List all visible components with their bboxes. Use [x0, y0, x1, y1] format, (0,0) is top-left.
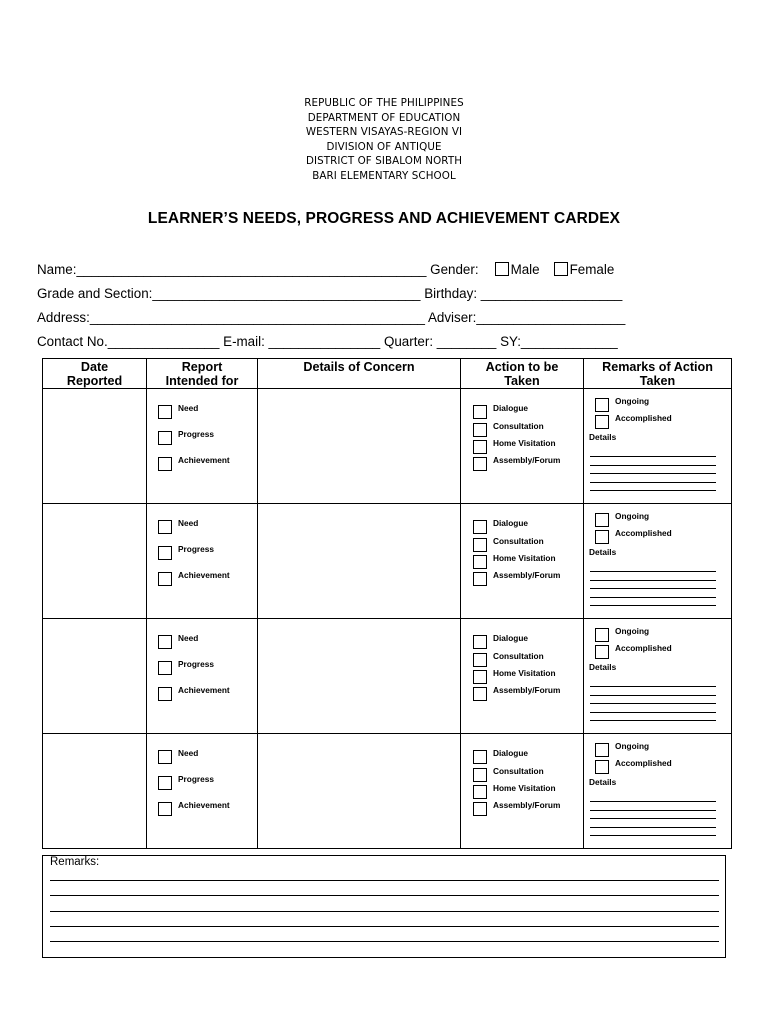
- report-achievement-checkbox[interactable]: [158, 802, 172, 816]
- action-assembly-forum-option[interactable]: [473, 800, 560, 816]
- action-to-be-taken-cell: [461, 389, 584, 504]
- action-home-visitation-label: Home Visitation: [493, 553, 556, 563]
- report-need-checkbox[interactable]: [158, 405, 172, 419]
- report-need-label: Need: [178, 518, 199, 528]
- status-accomplished-label: Accomplished: [615, 643, 672, 653]
- details-label: Details: [589, 662, 617, 672]
- letterhead-line-republic: REPUBLIC OF THE PHILIPPINES: [304, 97, 464, 109]
- details-writing-line[interactable]: [590, 801, 716, 802]
- details-writing-line[interactable]: [590, 827, 716, 828]
- form-title: LEARNER’S NEEDS, PROGRESS AND ACHIEVEMENT CARDEX: [147, 210, 621, 227]
- status-accomplished-option[interactable]: [595, 413, 672, 429]
- letterhead-line-department: DEPARTMENT OF EDUCATION: [307, 111, 461, 124]
- date-reported-cell[interactable]: [43, 389, 147, 504]
- details-of-concern-cell[interactable]: [258, 389, 461, 504]
- action-assembly-forum-option[interactable]: [473, 455, 560, 471]
- action-dialogue-option[interactable]: [473, 403, 528, 419]
- report-progress-option[interactable]: [158, 429, 214, 445]
- table-row: [43, 504, 732, 619]
- action-assembly-forum-label: Assembly/Forum: [493, 685, 561, 695]
- table-header-row: [43, 359, 732, 389]
- report-need-checkbox[interactable]: [158, 520, 172, 534]
- action-dialogue-checkbox[interactable]: [473, 635, 487, 649]
- male-checkbox[interactable]: [495, 262, 509, 276]
- report-need-checkbox[interactable]: [158, 635, 172, 649]
- report-progress-label: Progress: [178, 544, 214, 554]
- date-reported-cell[interactable]: [43, 504, 147, 619]
- action-consultation-option[interactable]: [473, 766, 544, 782]
- field-line-address-adviser: [37, 310, 737, 334]
- report-achievement-label: Achievement: [178, 570, 230, 580]
- action-dialogue-option[interactable]: [473, 633, 528, 649]
- action-home-visitation-checkbox[interactable]: [473, 555, 487, 569]
- report-need-option[interactable]: [158, 633, 198, 649]
- action-dialogue-option[interactable]: [473, 748, 528, 764]
- grade-birthday-text: Grade and Section:____________________________________ Birthday: ___________________: [37, 286, 623, 301]
- action-home-visitation-option[interactable]: [473, 668, 556, 684]
- report-need-label: Need: [178, 403, 199, 413]
- header-action-to-be-taken: Action to be Taken: [461, 359, 584, 389]
- status-accomplished-checkbox[interactable]: [595, 760, 609, 774]
- report-progress-option[interactable]: [158, 659, 214, 675]
- female-label: Female: [569, 262, 615, 277]
- status-ongoing-label: Ongoing: [615, 396, 650, 406]
- details-writing-line[interactable]: [590, 835, 716, 836]
- status-ongoing-option[interactable]: [595, 741, 649, 757]
- cardex-table: [42, 358, 732, 849]
- report-achievement-option[interactable]: [158, 570, 230, 586]
- details-label: Details: [589, 547, 617, 557]
- header-date-reported: Date Reported: [43, 359, 147, 389]
- action-assembly-forum-label: Assembly/Forum: [493, 455, 561, 465]
- details-writing-line[interactable]: [590, 703, 716, 704]
- remarks-of-action-cell: [584, 734, 732, 849]
- remarks-writing-line[interactable]: [50, 926, 719, 927]
- details-of-concern-cell[interactable]: [258, 504, 461, 619]
- details-writing-line[interactable]: [590, 686, 716, 687]
- status-ongoing-checkbox[interactable]: [595, 398, 609, 412]
- field-line-name-gender: [37, 262, 737, 286]
- table-row: [43, 619, 732, 734]
- action-consultation-label: Consultation: [493, 421, 544, 431]
- action-dialogue-checkbox[interactable]: [473, 405, 487, 419]
- header-report-intended-for: Report Intended for: [147, 359, 258, 389]
- remarks-of-action-cell: [584, 504, 732, 619]
- report-progress-option[interactable]: [158, 774, 214, 790]
- action-home-visitation-checkbox[interactable]: [473, 440, 487, 454]
- details-writing-line[interactable]: [590, 695, 716, 696]
- letterhead: [0, 96, 768, 184]
- status-ongoing-label: Ongoing: [615, 626, 650, 636]
- action-assembly-forum-checkbox[interactable]: [473, 687, 487, 701]
- report-intended-for-cell: [147, 619, 258, 734]
- details-writing-line[interactable]: [590, 580, 716, 581]
- action-assembly-forum-option[interactable]: [473, 570, 560, 586]
- action-dialogue-label: Dialogue: [493, 748, 529, 758]
- report-intended-for-cell: [147, 389, 258, 504]
- report-progress-checkbox[interactable]: [158, 431, 172, 445]
- action-consultation-option[interactable]: [473, 421, 544, 437]
- action-home-visitation-label: Home Visitation: [493, 438, 556, 448]
- details-of-concern-cell[interactable]: [258, 619, 461, 734]
- female-checkbox[interactable]: [554, 262, 568, 276]
- field-line-contact: [37, 334, 737, 358]
- field-line-grade-birthday: [37, 286, 737, 310]
- action-consultation-label: Consultation: [493, 536, 544, 546]
- status-accomplished-option[interactable]: [595, 758, 672, 774]
- remarks-writing-line[interactable]: [50, 880, 719, 881]
- report-progress-label: Progress: [178, 774, 214, 784]
- status-ongoing-checkbox[interactable]: [595, 743, 609, 757]
- contact-email-quarter-sy-text: Contact No._______________ E-mail: _______________ Quarter: ________ SY:_____________: [37, 334, 618, 349]
- male-label: Male: [510, 262, 540, 277]
- report-progress-label: Progress: [178, 659, 214, 669]
- report-achievement-label: Achievement: [178, 455, 230, 465]
- remarks-of-action-cell: [584, 389, 732, 504]
- details-writing-line[interactable]: [590, 456, 716, 457]
- report-need-option[interactable]: [158, 403, 198, 419]
- action-consultation-checkbox[interactable]: [473, 538, 487, 552]
- status-ongoing-label: Ongoing: [615, 511, 650, 521]
- remarks-writing-line[interactable]: [50, 941, 719, 942]
- status-ongoing-checkbox[interactable]: [595, 513, 609, 527]
- action-consultation-checkbox[interactable]: [473, 423, 487, 437]
- status-accomplished-label: Accomplished: [615, 528, 672, 538]
- status-ongoing-option[interactable]: [595, 396, 649, 412]
- action-consultation-checkbox[interactable]: [473, 768, 487, 782]
- status-accomplished-checkbox[interactable]: [595, 645, 609, 659]
- action-home-visitation-label: Home Visitation: [493, 668, 556, 678]
- details-writing-line[interactable]: [590, 571, 716, 572]
- action-dialogue-checkbox[interactable]: [473, 750, 487, 764]
- action-consultation-option[interactable]: [473, 536, 544, 552]
- report-achievement-option[interactable]: [158, 455, 230, 471]
- details-writing-line[interactable]: [590, 465, 716, 466]
- action-home-visitation-option[interactable]: [473, 783, 556, 799]
- action-assembly-forum-label: Assembly/Forum: [493, 570, 561, 580]
- action-assembly-forum-checkbox[interactable]: [473, 457, 487, 471]
- action-assembly-forum-checkbox[interactable]: [473, 572, 487, 586]
- status-accomplished-label: Accomplished: [615, 413, 672, 423]
- details-writing-line[interactable]: [590, 482, 716, 483]
- letterhead-line-division: DIVISION OF ANTIQUE: [326, 140, 442, 153]
- report-achievement-checkbox[interactable]: [158, 687, 172, 701]
- remarks-label: Remarks:: [50, 856, 100, 868]
- report-need-option[interactable]: [158, 748, 198, 764]
- status-accomplished-checkbox[interactable]: [595, 415, 609, 429]
- action-consultation-checkbox[interactable]: [473, 653, 487, 667]
- action-to-be-taken-cell: [461, 619, 584, 734]
- header-details-of-concern: Details of Concern: [258, 359, 461, 389]
- action-home-visitation-label: Home Visitation: [493, 783, 556, 793]
- action-dialogue-option[interactable]: [473, 518, 528, 534]
- details-writing-line[interactable]: [590, 818, 716, 819]
- details-writing-line[interactable]: [590, 588, 716, 589]
- report-achievement-label: Achievement: [178, 800, 230, 810]
- report-progress-label: Progress: [178, 429, 214, 439]
- letterhead-line-school: BARI ELEMENTARY SCHOOL: [312, 169, 456, 182]
- details-of-concern-cell[interactable]: [258, 734, 461, 849]
- action-consultation-label: Consultation: [493, 651, 544, 661]
- action-assembly-forum-label: Assembly/Forum: [493, 800, 561, 810]
- report-achievement-option[interactable]: [158, 800, 230, 816]
- details-writing-line[interactable]: [590, 605, 716, 606]
- details-writing-line[interactable]: [590, 712, 716, 713]
- action-dialogue-checkbox[interactable]: [473, 520, 487, 534]
- action-assembly-forum-checkbox[interactable]: [473, 802, 487, 816]
- report-need-checkbox[interactable]: [158, 750, 172, 764]
- report-intended-for-cell: [147, 734, 258, 849]
- status-accomplished-option[interactable]: [595, 528, 672, 544]
- status-ongoing-checkbox[interactable]: [595, 628, 609, 642]
- report-progress-checkbox[interactable]: [158, 661, 172, 675]
- report-intended-for-cell: [147, 504, 258, 619]
- action-consultation-option[interactable]: [473, 651, 544, 667]
- remarks-box: [42, 855, 726, 958]
- date-reported-cell[interactable]: [43, 619, 147, 734]
- report-need-option[interactable]: [158, 518, 198, 534]
- details-label: Details: [589, 432, 617, 442]
- action-consultation-label: Consultation: [493, 766, 544, 776]
- details-writing-line[interactable]: [590, 597, 716, 598]
- action-dialogue-label: Dialogue: [493, 518, 529, 528]
- action-to-be-taken-cell: [461, 504, 584, 619]
- address-adviser-text: Address:_____________________________________________ Adviser:____________________: [37, 310, 626, 325]
- learner-info-fields: [37, 262, 737, 358]
- remarks-of-action-cell: [584, 619, 732, 734]
- report-progress-option[interactable]: [158, 544, 214, 560]
- action-home-visitation-checkbox[interactable]: [473, 670, 487, 684]
- remarks-writing-line[interactable]: [50, 895, 719, 896]
- details-writing-line[interactable]: [590, 810, 716, 811]
- report-progress-checkbox[interactable]: [158, 546, 172, 560]
- table-row: [43, 389, 732, 504]
- report-achievement-checkbox[interactable]: [158, 457, 172, 471]
- status-accomplished-option[interactable]: [595, 643, 672, 659]
- status-ongoing-label: Ongoing: [615, 741, 650, 751]
- report-need-label: Need: [178, 633, 199, 643]
- status-accomplished-label: Accomplished: [615, 758, 672, 768]
- status-ongoing-option[interactable]: [595, 626, 649, 642]
- header-remarks-of-action-taken: Remarks of Action Taken: [584, 359, 732, 389]
- action-dialogue-label: Dialogue: [493, 403, 529, 413]
- action-home-visitation-option[interactable]: [473, 438, 556, 454]
- name-gender-text: Name:_______________________________________________ Gender:: [37, 262, 479, 277]
- remarks-writing-line[interactable]: [50, 911, 719, 912]
- letterhead-line-region: WESTERN VISAYAS-REGION VI: [305, 126, 463, 139]
- details-writing-line[interactable]: [590, 490, 716, 491]
- action-assembly-forum-option[interactable]: [473, 685, 560, 701]
- report-need-label: Need: [178, 748, 199, 758]
- report-achievement-label: Achievement: [178, 685, 230, 695]
- action-to-be-taken-cell: [461, 734, 584, 849]
- action-dialogue-label: Dialogue: [493, 633, 529, 643]
- letterhead-line-district: DISTRICT OF SIBALOM NORTH: [305, 155, 463, 168]
- details-writing-line[interactable]: [590, 473, 716, 474]
- action-home-visitation-checkbox[interactable]: [473, 785, 487, 799]
- status-ongoing-option[interactable]: [595, 511, 649, 527]
- details-label: Details: [589, 777, 617, 787]
- status-accomplished-checkbox[interactable]: [595, 530, 609, 544]
- report-achievement-option[interactable]: [158, 685, 230, 701]
- report-achievement-checkbox[interactable]: [158, 572, 172, 586]
- table-row: [43, 734, 732, 849]
- details-writing-line[interactable]: [590, 720, 716, 721]
- date-reported-cell[interactable]: [43, 734, 147, 849]
- action-home-visitation-option[interactable]: [473, 553, 556, 569]
- report-progress-checkbox[interactable]: [158, 776, 172, 790]
